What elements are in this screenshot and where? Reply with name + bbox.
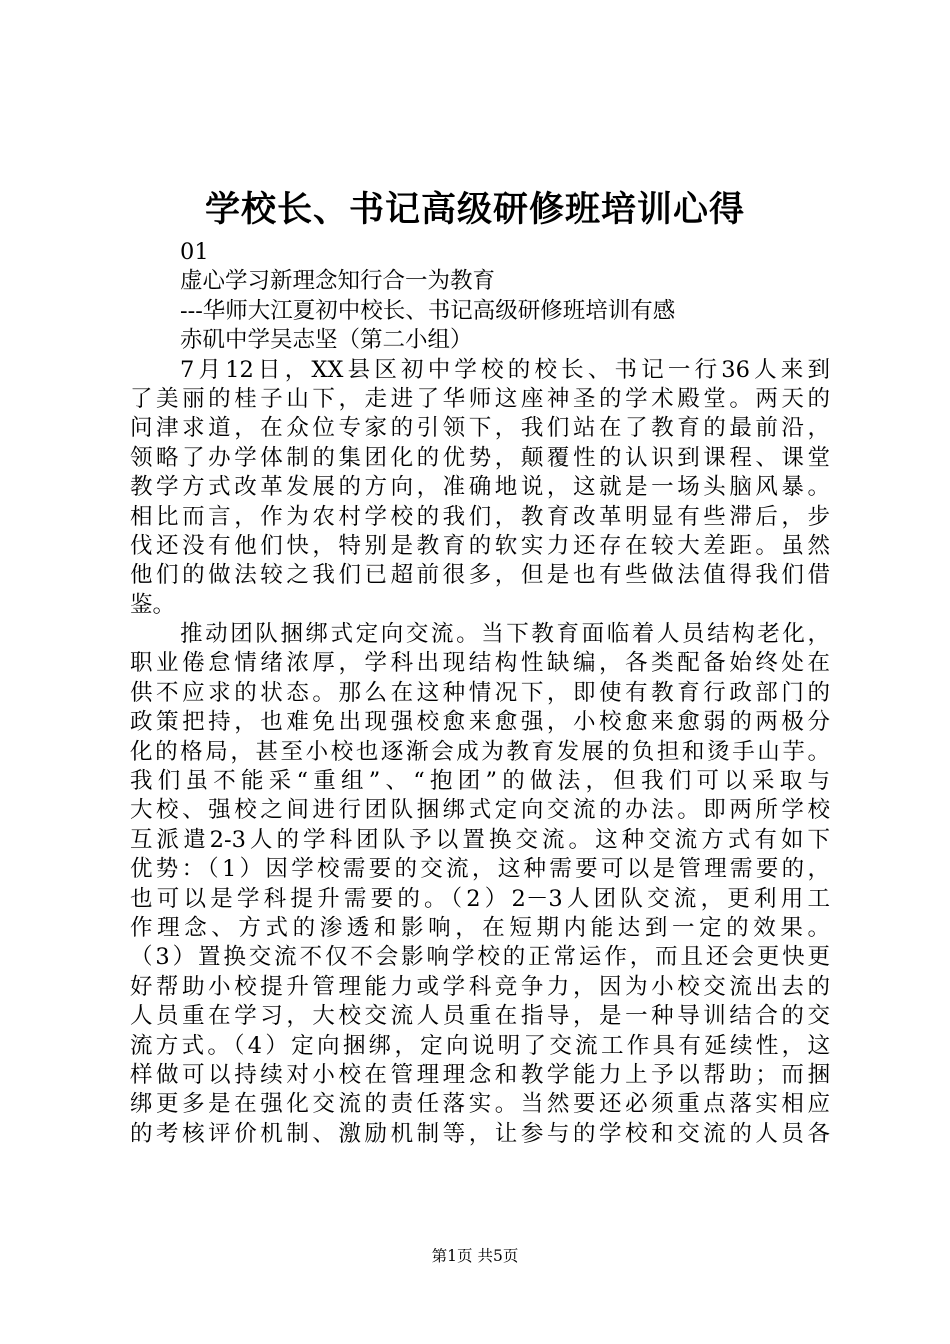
paragraph-line: （3）置换交流不仅不会影响学校的正常运作，而且还会更快更	[130, 944, 830, 971]
paragraph-line: 政策把持，也难免出现强校愈来愈强，小校愈来愈弱的两极分	[130, 709, 830, 736]
paragraph-line: 优势：（1）因学校需要的交流，这种需要可以是管理需要的，	[130, 856, 830, 883]
paragraph-line: 相比而言，作为农村学校的我们，教育改革明显有些滞后，步	[130, 503, 830, 530]
document-subtitle: 虚心学习新理念知行合一为教育	[180, 268, 496, 295]
paragraph-line: 流方式。（4）定向捆绑，定向说明了交流工作具有延续性，这	[130, 1032, 830, 1059]
paragraph-line: 推动团队捆绑式定向交流。当下教育面临着人员结构老化，	[180, 621, 830, 648]
paragraph-line: 了美丽的桂子山下，走进了华师这座神圣的学术殿堂。两天的	[130, 385, 830, 412]
paragraph-line: 供不应求的状态。那么在这种情况下，即使有教育行政部门的	[130, 679, 830, 706]
paragraph-line: 他们的做法较之我们已超前很多，但是也有些做法值得我们借	[130, 562, 830, 589]
paragraph-line: 绑更多是在强化交流的责任落实。当然要还必须重点落实相应	[130, 1091, 830, 1118]
paragraph-line: 作理念、方式的渗透和影响，在短期内能达到一定的效果。	[130, 914, 830, 941]
paragraph-line: 伐还没有他们快，特别是教育的软实力还存在较大差距。虽然	[130, 532, 830, 559]
paragraph-line: 我们虽不能采“重组”、“抱团”的做法，但我们可以采取与	[130, 768, 830, 795]
paragraph-line: 样做可以持续对小校在管理理念和教学能力上予以帮助；而捆	[130, 1061, 830, 1088]
paragraph-line: 领略了办学体制的集团化的优势，颠覆性的认识到课程、课堂	[130, 444, 830, 471]
paragraph-line: 教学方式改革发展的方向，准确地说，这就是一场头脑风暴。	[130, 474, 830, 501]
paragraph-line: 也可以是学科提升需要的。（2）2－3人团队交流，更利用工	[130, 885, 830, 912]
paragraph-line: 好帮助小校提升管理能力或学科竞争力，因为小校交流出去的	[130, 973, 830, 1000]
section-number: 01	[180, 239, 209, 265]
paragraph-line: 互派遣2-3人的学科团队予以置换交流。这种交流方式有如下	[130, 826, 830, 853]
paragraph-line: 问津求道，在众位专家的引领下，我们站在了教育的最前沿，	[130, 415, 830, 442]
document-author: 赤矶中学吴志坚（第二小组）	[180, 327, 473, 354]
paragraph-line: 7月12日，XX县区初中学校的校长、书记一行36人来到	[180, 356, 830, 383]
paragraph-line: 鉴。	[130, 591, 176, 618]
paragraph-line: 化的格局，甚至小校也逐渐会成为教育发展的负担和烫手山芋。	[130, 738, 830, 765]
paragraph-line: 大校、强校之间进行团队捆绑式定向交流的办法。即两所学校	[130, 797, 830, 824]
paragraph-line: 人员重在学习，大校交流人员重在指导，是一种导训结合的交	[130, 1003, 830, 1030]
paragraph-line: 的考核评价机制、激励机制等，让参与的学校和交流的人员各	[130, 1120, 830, 1147]
page-footer: 第1页 共5页	[431, 1247, 519, 1265]
document-title: 学校长、书记高级研修班培训心得	[204, 189, 745, 230]
document-body	[130, 238, 830, 1149]
paragraph-line: 职业倦怠情绪浓厚，学科出现结构性缺编，各类配备始终处在	[130, 650, 830, 677]
document-byline: ---华师大江夏初中校长、书记高级研修班培训有感	[180, 297, 676, 324]
